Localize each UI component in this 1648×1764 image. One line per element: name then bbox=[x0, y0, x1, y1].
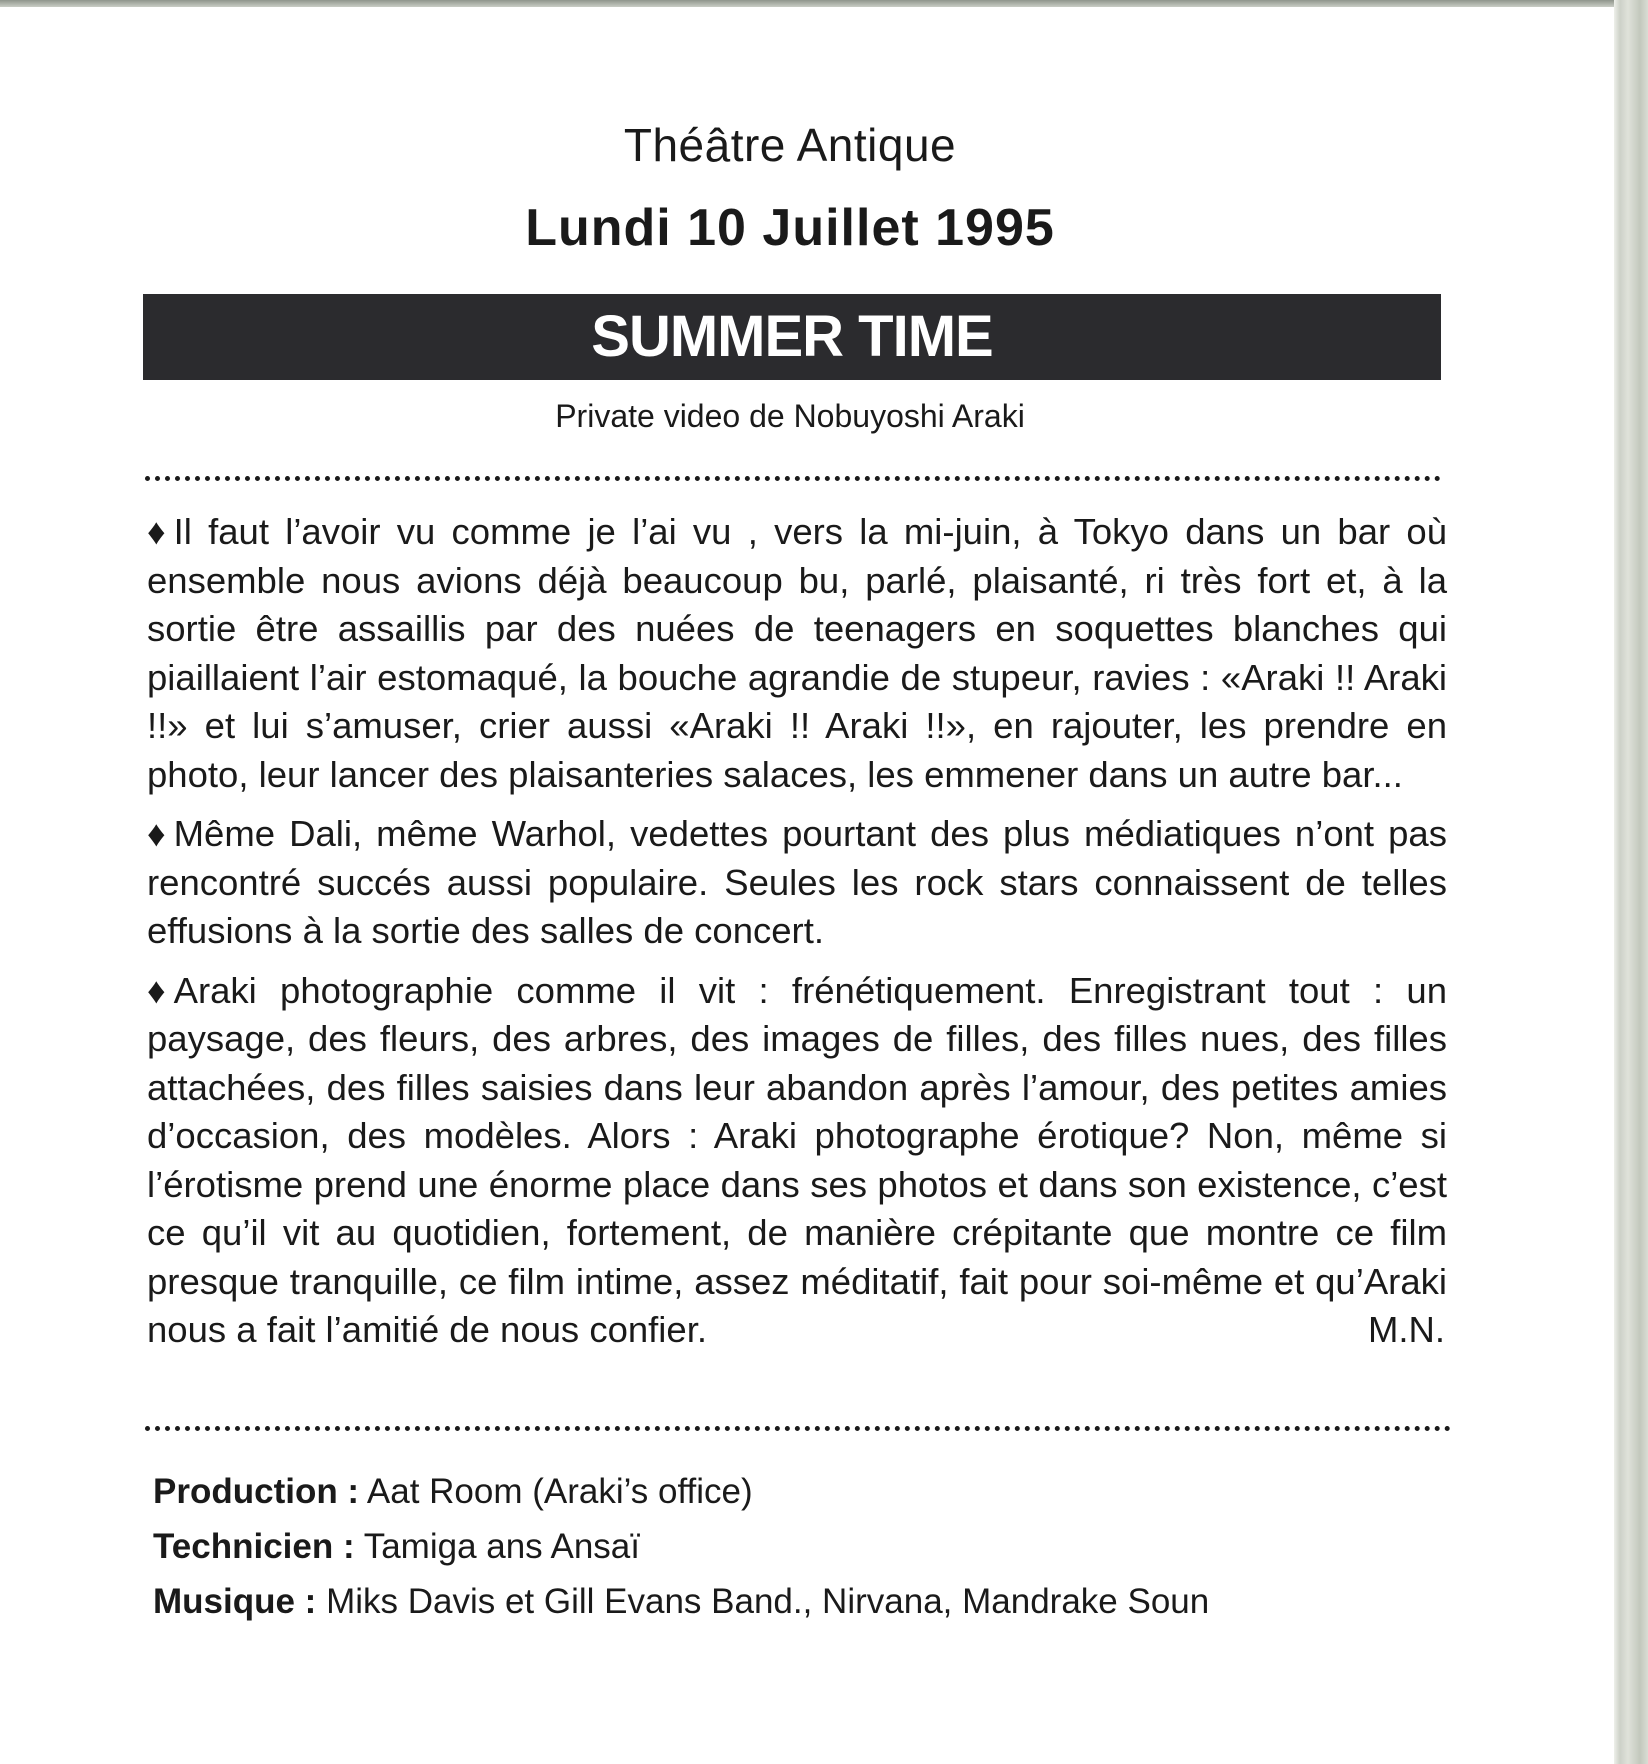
credit-technicien bbox=[153, 1519, 1453, 1574]
scan-edge-right bbox=[1614, 0, 1648, 1764]
article-paragraph bbox=[147, 967, 1447, 1355]
film-subtitle: Private video de Nobuyoshi Araki bbox=[555, 398, 1025, 434]
credit-label: Technicien : bbox=[153, 1527, 355, 1566]
author-signature: M.N. bbox=[1367, 1309, 1445, 1350]
article-paragraph bbox=[147, 508, 1447, 799]
film-title-banner bbox=[143, 294, 1441, 380]
credit-value: Tamiga ans Ansaï bbox=[363, 1527, 640, 1566]
credit-musique bbox=[153, 1574, 1453, 1629]
credits-list bbox=[153, 1464, 1453, 1629]
diamond-bullet-icon: ♦ bbox=[147, 511, 166, 552]
credit-production bbox=[153, 1464, 1453, 1519]
venue-heading: Théâtre Antique bbox=[623, 119, 957, 171]
dotted-divider-bottom bbox=[145, 1426, 1451, 1431]
diamond-bullet-icon: ♦ bbox=[147, 813, 166, 854]
dotted-divider-top bbox=[145, 476, 1441, 481]
film-title: SUMMER TIME bbox=[591, 304, 993, 369]
credit-label: Production : bbox=[153, 1472, 360, 1511]
paragraph-text: Araki photographie comme il vit : frénétiquement. Enregistrant tout : un paysage, des fleurs, des arbres, des images de filles, des filles nues, des filles attachées, des filles saisies dans leur abandon après l’amour, des petites amies d’occasion, des modèles. Alors : Araki photographe érotique? Non, même si l’érotisme prend une énorme place dans ses photos et dans son existence, c’est ce qu’il vit au quotidien, fortement, de manière crépitante que montre ce film presque tranquille, ce film intime, assez méditatif, fait pour soi-même et qu’Araki nous a fait l’amitié de nous confier. bbox=[147, 969, 1447, 1350]
credit-value: Aat Room (Araki’s office) bbox=[366, 1472, 753, 1511]
paragraph-text: Même Dali, même Warhol, vedettes pourtant des plus médiatiques n’ont pas rencontré succés aussi populaire. Seules les rock stars connaissent de telles effusions à la sortie des salles de concert. bbox=[147, 813, 1447, 951]
diamond-bullet-icon: ♦ bbox=[147, 969, 166, 1011]
credit-value: Miks Davis et Gill Evans Band., Nirvana, Mandrake Soun bbox=[326, 1582, 1210, 1621]
date-heading: Lundi 10 Juillet 1995 bbox=[525, 199, 1055, 257]
credit-label: Musique : bbox=[153, 1582, 317, 1621]
article-paragraph bbox=[147, 810, 1447, 956]
article-body bbox=[147, 508, 1447, 1366]
paragraph-text: Il faut l’avoir vu comme je l’ai vu , vers la mi-juin, à Tokyo dans un bar où ensemble nous avions déjà beaucoup bu, parlé, plaisanté, ri très fort et, à la sortie être assaillis par des nuées de teenagers en soquettes blanches qui piaillaient l’air estomaqué, la bouche agrandie de stupeur, ravies : «Araki !! Araki !!» et lui s’amuser, crier aussi «Araki !! Araki !!», en rajouter, les prendre en photo, leur lancer des plaisanteries salaces, les emmener dans un autre bar... bbox=[147, 511, 1447, 795]
